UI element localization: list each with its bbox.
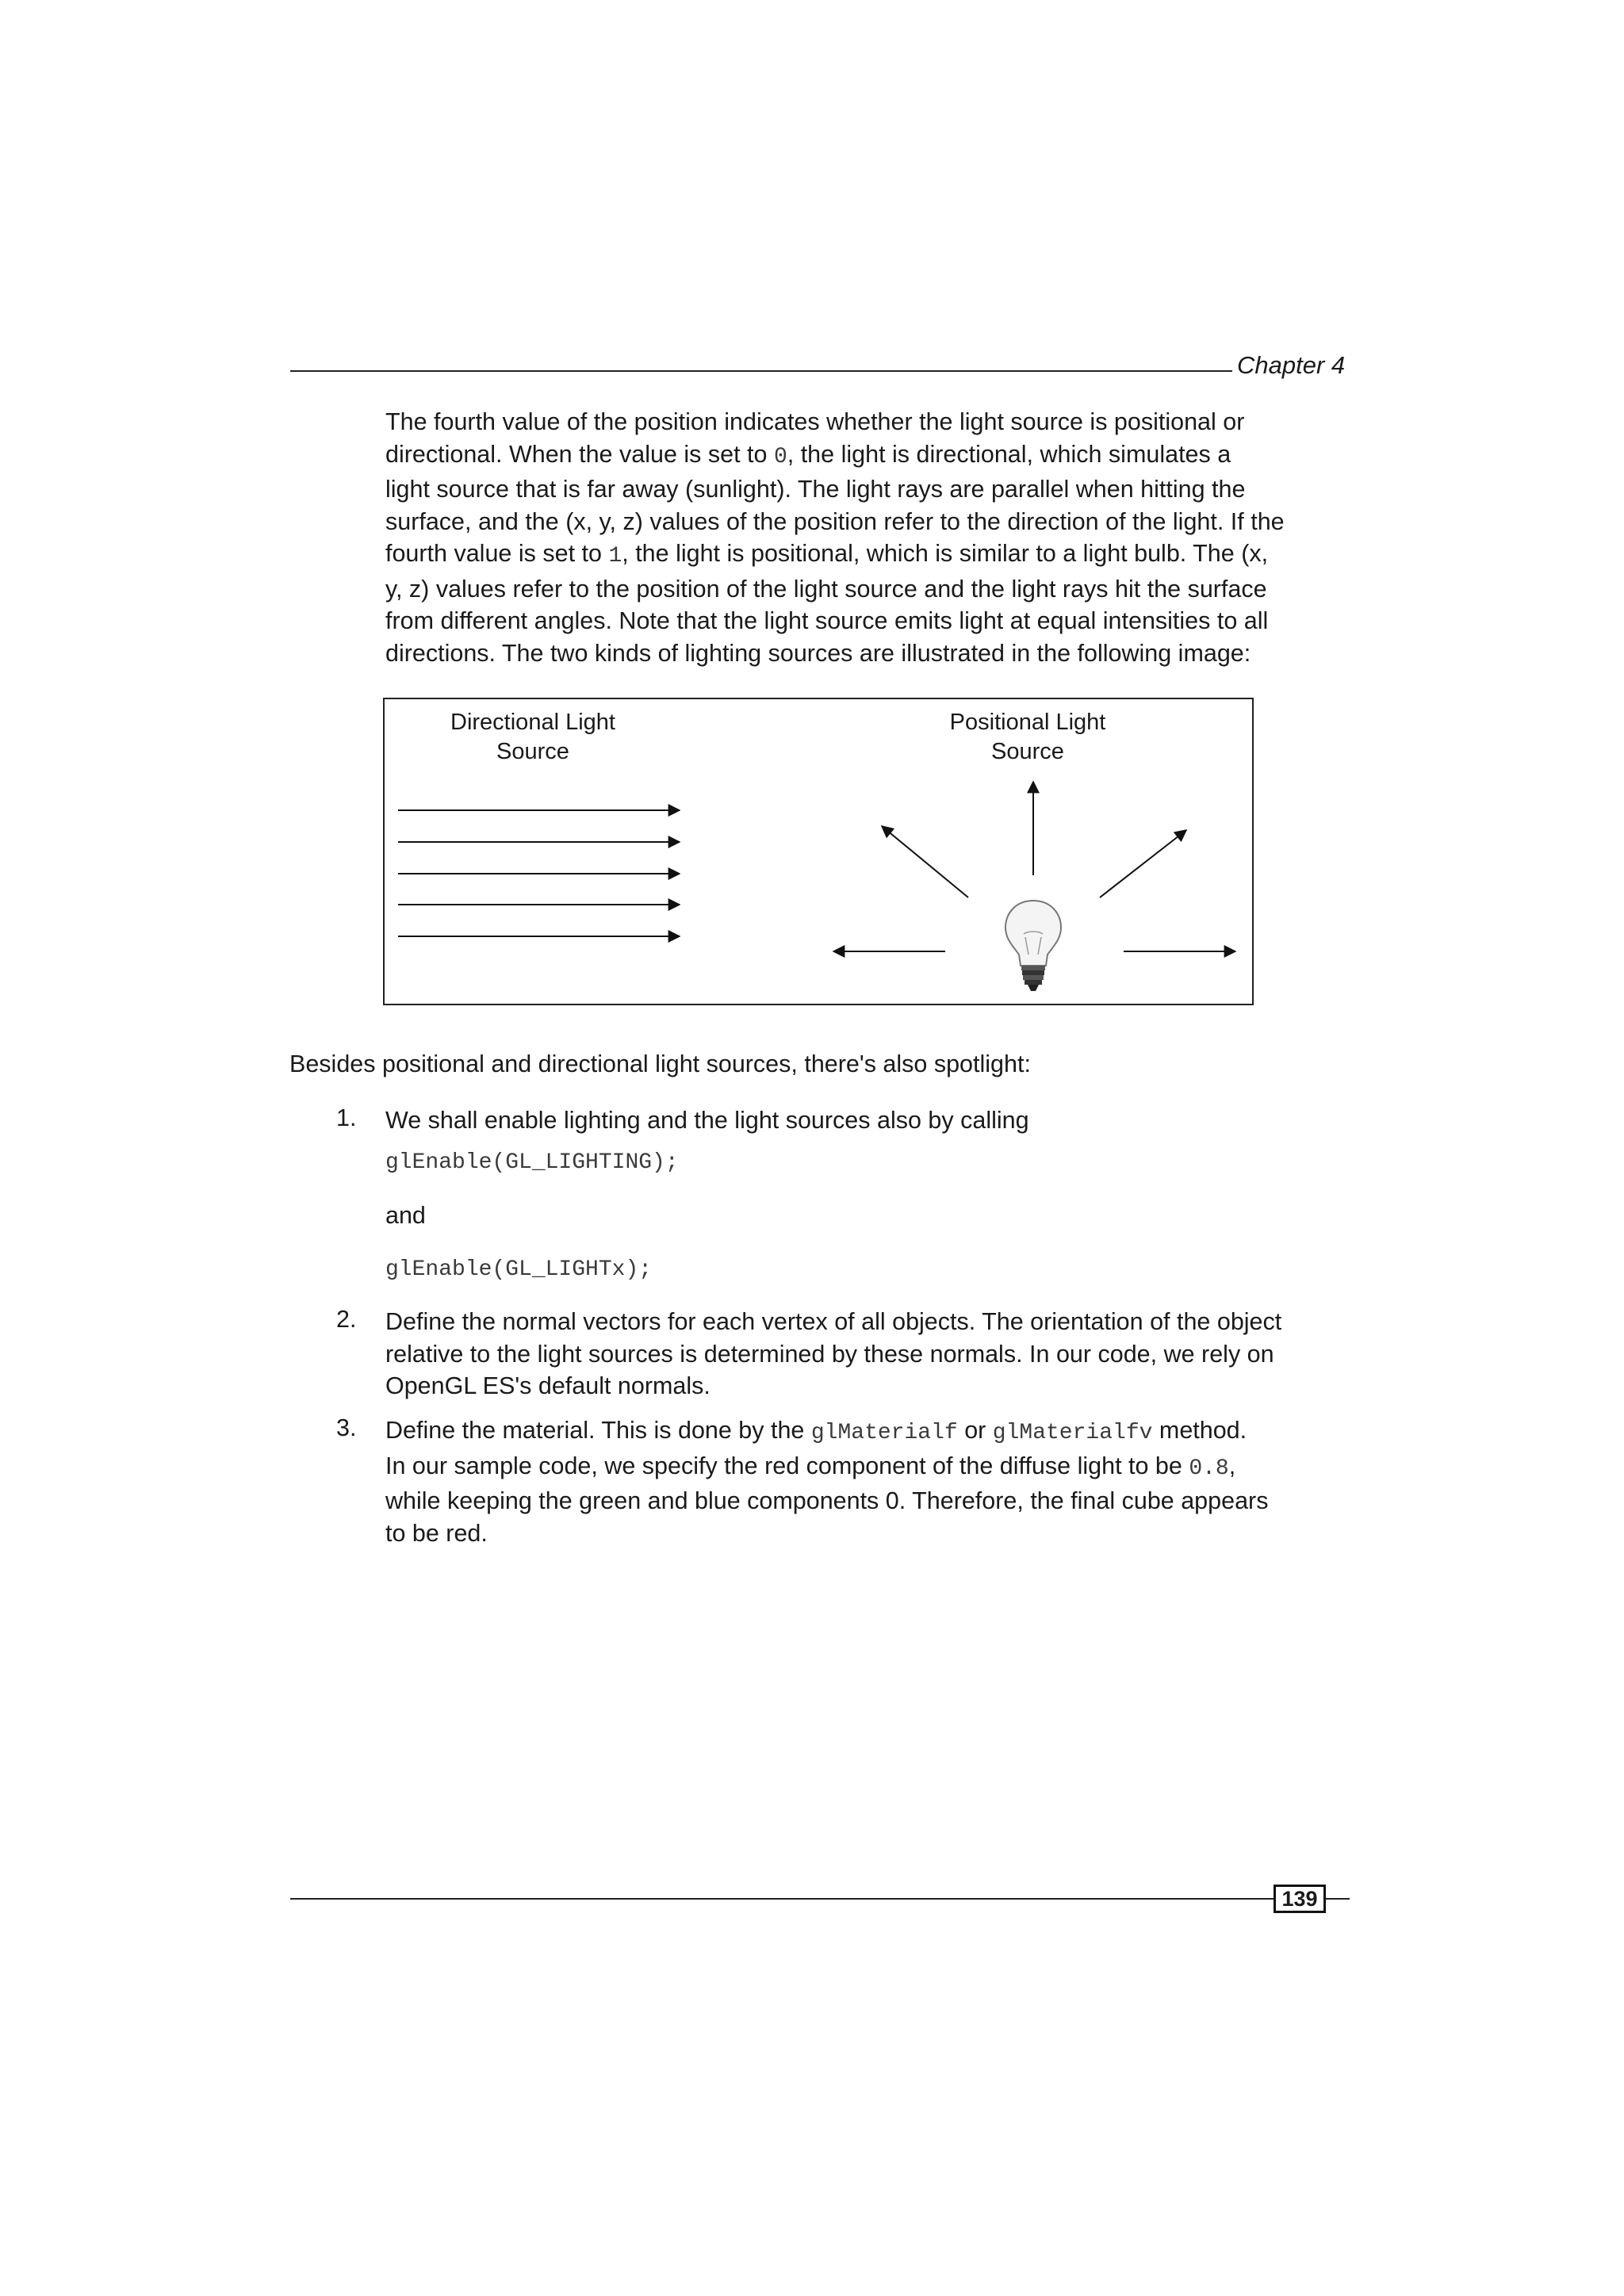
- code-gl-enable-lightx: glEnable(GL_LIGHTx);: [385, 1257, 653, 1282]
- step-2-text: [385, 1306, 1281, 1402]
- step-3-text-part: Define the material. This is done by the: [385, 1417, 811, 1444]
- lighting-figure: [383, 698, 1254, 1005]
- step-3-text-part: ,: [1228, 1452, 1236, 1479]
- lighting-diagram: [385, 699, 1252, 1004]
- step-2-line: OpenGL ES's default normals.: [385, 1372, 710, 1399]
- intro-line: surface, and the (x, y, z) values of the position refer to the direction of the light. If the: [385, 507, 1285, 535]
- intro-line: y, z) values refer to the position of the light source and the light rays hit the surface: [385, 575, 1267, 603]
- step-2-line: Define the normal vectors for each vertex of all objects. The orientation of the object: [385, 1308, 1282, 1335]
- code-one: 1: [608, 544, 622, 568]
- directional-label-line2: Source: [496, 739, 569, 764]
- directional-label-line1: Directional Light: [450, 710, 615, 735]
- step-3-text-part: method.: [1152, 1417, 1247, 1444]
- step-3-line: [385, 1414, 1268, 1450]
- header-rule: [290, 370, 1232, 372]
- positional-ray-up-left: [882, 826, 968, 897]
- chapter-heading: Chapter 4: [1237, 351, 1346, 379]
- intro-line: The fourth value of the position indicates whether the light source is positional or: [385, 408, 1245, 435]
- step-1-number: 1.: [336, 1104, 357, 1131]
- intro-text: directional. When the value is set to: [385, 440, 774, 468]
- positional-label-line2: Source: [991, 739, 1064, 764]
- code-diffuse-value: 0.8: [1189, 1456, 1229, 1481]
- intro-paragraph: [385, 406, 1285, 669]
- footer-rule-right: [1326, 1898, 1350, 1900]
- intro-line: [385, 438, 1285, 474]
- step-2-line: relative to the light sources is determined by these normals. In our code, we rely on: [385, 1340, 1274, 1368]
- intro-line: light source that is far away (sunlight). The light rays are parallel when hitting the: [385, 476, 1246, 503]
- step-3-text-part: or: [957, 1417, 993, 1444]
- intro-line: [385, 538, 1285, 573]
- intro-line: from different angles. Note that the light source emits light at equal intensities to all: [385, 607, 1269, 634]
- intro-line: directions. The two kinds of lighting sources are illustrated in the following image:: [385, 639, 1251, 667]
- step-3-text-part: In our sample code, we specify the red component of the diffuse light to be: [385, 1452, 1189, 1479]
- code-gl-enable-lighting: glEnable(GL_LIGHTING);: [385, 1150, 679, 1175]
- step-3-line: to be red.: [385, 1519, 488, 1547]
- directional-rays: [398, 810, 680, 936]
- step-1-text: We shall enable lighting and the light sources also by calling: [385, 1107, 1029, 1134]
- intro-text: , the light is directional, which simulates a: [787, 440, 1231, 468]
- step-3-text: [385, 1414, 1268, 1549]
- step-1-and: and: [385, 1202, 426, 1229]
- step-3-line: while keeping the green and blue components 0. Therefore, the final cube appears: [385, 1487, 1269, 1514]
- step-3-number: 3.: [336, 1414, 357, 1441]
- positional-ray-up-right: [1100, 830, 1186, 897]
- code-zero: 0: [773, 444, 787, 469]
- light-bulb-icon: [1005, 901, 1061, 991]
- positional-label-line1: Positional Light: [949, 710, 1106, 735]
- intro-text: fourth value is set to: [385, 540, 609, 567]
- code-glmaterialf: glMaterialf: [810, 1421, 958, 1445]
- code-glmaterialfv: glMaterialfv: [992, 1421, 1153, 1445]
- step-3-line: [385, 1450, 1268, 1486]
- footer-rule-left: [290, 1898, 1274, 1900]
- intro-text: , the light is positional, which is similar to a light bulb. The (x,: [622, 540, 1269, 567]
- page-number: 139: [1274, 1885, 1326, 1913]
- step-2-number: 2.: [336, 1306, 357, 1333]
- spotlight-paragraph: Besides positional and directional light sources, there's also spotlight:: [289, 1050, 1031, 1077]
